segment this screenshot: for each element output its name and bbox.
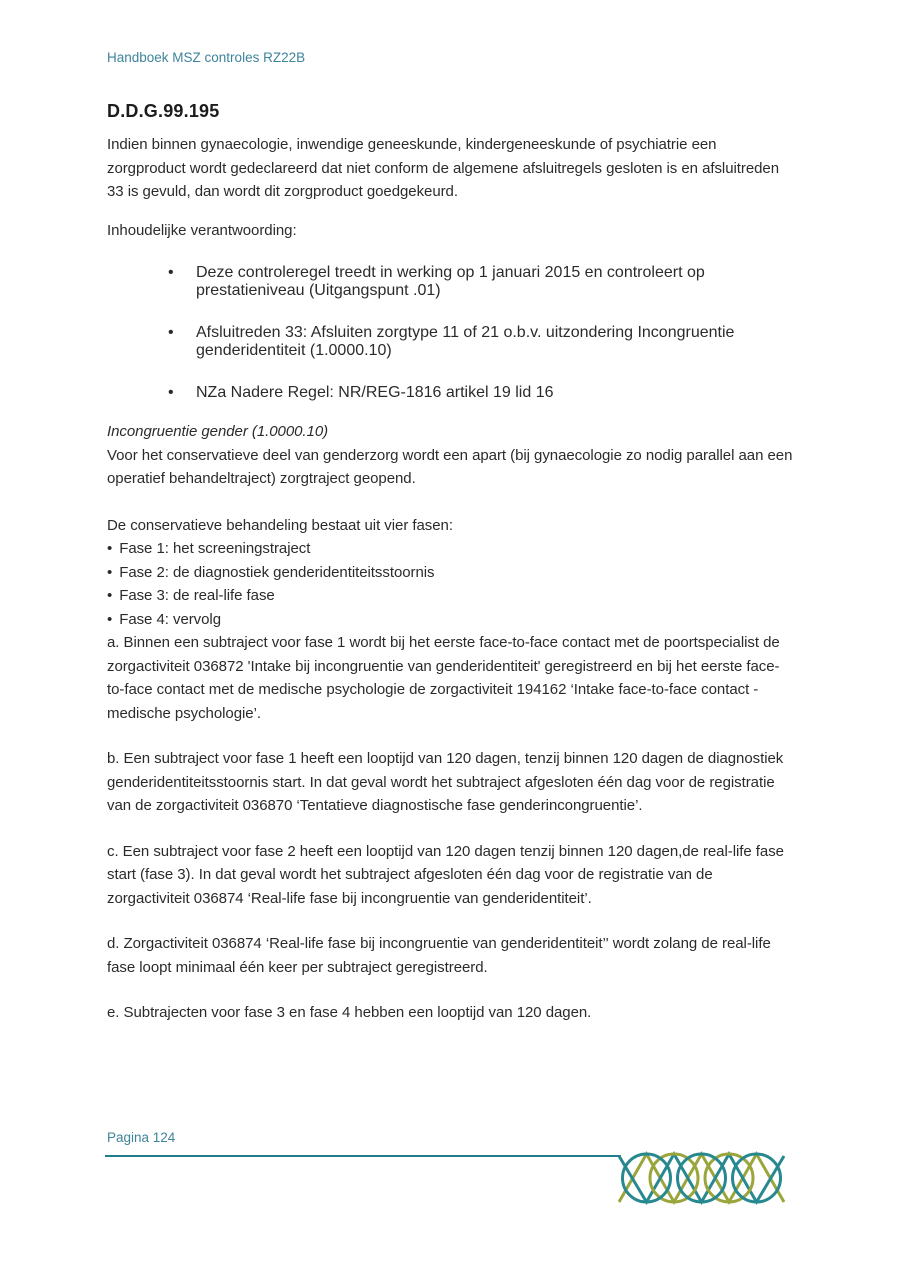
incongruentie-section (107, 420, 793, 491)
list-item (168, 264, 793, 300)
footer-page-number: Pagina 124 (107, 1130, 176, 1145)
brand-logo (618, 1150, 790, 1206)
paragraph-a: a. Binnen een subtraject voor fase 1 wordt bij het eerste face-to-face contact met de poortspecialist de zorgactiviteit 036872 'Intake bij incongruentie van genderidentiteit' geregistreerd en bij het eerste face-to-face contact met de medische psychologie de zorgactiviteit 194162 ‘Intake face-to-face contact - medische psychologie’. (107, 634, 780, 722)
paragraph-c: c. Een subtraject voor fase 2 heeft een looptijd van 120 dagen tenzij binnen 120 dagen,de real-life fase start (fase 3). In dat geval wordt het subtraject afgesloten één dag voor de registratie van de zorgactiviteit 036874 ‘Real-life fase bij incongruentie van genderidentiteit’. (107, 842, 784, 907)
page-content (107, 0, 793, 1025)
list-item (168, 384, 793, 402)
fase-list-item (107, 561, 793, 585)
bullet-icon: • (107, 610, 113, 628)
fase-text: Fase 2: de diagnostiek genderidentiteitsstoornis (119, 563, 435, 581)
bullet-list (107, 264, 793, 402)
logo-olive-ring (650, 1154, 698, 1202)
fase-text: Fase 4: vervolg (119, 610, 221, 628)
document-header-text: Handboek MSZ controles RZ22B (107, 50, 306, 65)
bullet-icon: • (168, 384, 174, 401)
fase-list-item (107, 537, 793, 561)
fase-list-item (107, 584, 793, 608)
bullet-icon: • (107, 540, 113, 557)
bullet-item-text: NZa Nadere Regel: NR/REG-1816 artikel 19 lid 16 (196, 384, 554, 401)
footer-rule (105, 1155, 621, 1157)
bullet-item-text: Afsluitreden 33: Afsluiten zorgtype 11 of 21 o.b.v. uitzondering Incongruentie genderidentiteit (1.0000.10) (196, 324, 735, 359)
logo-olive-ring (705, 1154, 753, 1202)
verantwoording-label: Inhoudelijke verantwoording: (107, 221, 297, 239)
bullet-icon: • (107, 563, 113, 581)
fase-text: Fase 3: de real-life fase (119, 587, 275, 604)
section-code-title: D.D.G.99.195 (107, 101, 220, 121)
logo-teal-ring (623, 1154, 671, 1202)
list-item (168, 324, 793, 360)
subsection-heading-italic: Incongruentie gender (1.0000.10) (107, 423, 329, 440)
fasen-section (107, 514, 793, 726)
paragraph-e: e. Subtrajecten voor fase 3 en fase 4 hebben een looptijd van 120 dagen. (107, 1004, 592, 1021)
fase-text: Fase 1: het screeningstraject (119, 540, 311, 557)
logo-teal-ring (733, 1154, 781, 1202)
bullet-icon: • (168, 264, 174, 281)
paragraph-b: b. Een subtraject voor fase 1 heeft een looptijd van 120 dagen, tenzij binnen 120 dagen de diagnostiek genderidentiteitsstoornis start. In dat geval wordt het subtraject afgesloten één dag voor de registratie van de zorgactiviteit 036870 ‘Tentatieve diagnostische fase genderincongruentie’. (107, 750, 784, 814)
bullet-icon: • (107, 587, 113, 604)
fase-list-item (107, 608, 793, 632)
opening-paragraph: Voor het conservatieve deel van genderzorg wordt een apart (bij gynaecologie zo nodig parallel aan een operatief behandeltraject) zorgtraject geopend. (107, 446, 793, 487)
bullet-item-text: Deze controleregel treedt in werking op 1 januari 2015 en controleert op prestatieniveau (Uitgangspunt .01) (196, 264, 705, 299)
bullet-icon: • (168, 324, 174, 341)
paragraph-d: d. Zorgactiviteit 036874 ‘Real-life fase bij incongruentie van genderidentiteit’' wordt zolang de real-life fase loopt minimaal één keer per subtraject geregistreerd. (107, 935, 771, 976)
logo-teal-ring (678, 1154, 726, 1202)
intro-paragraph: Indien binnen gynaecologie, inwendige geneeskunde, kindergeneeskunde of psychiatrie een zorgproduct wordt gedeclareerd dat niet conform de algemene afsluitregels gesloten is en afsluitreden 33 is gevuld, dan wordt dit zorgproduct goedgekeurd. (107, 136, 780, 200)
fasen-intro: De conservatieve behandeling bestaat uit vier fasen: (107, 516, 453, 534)
